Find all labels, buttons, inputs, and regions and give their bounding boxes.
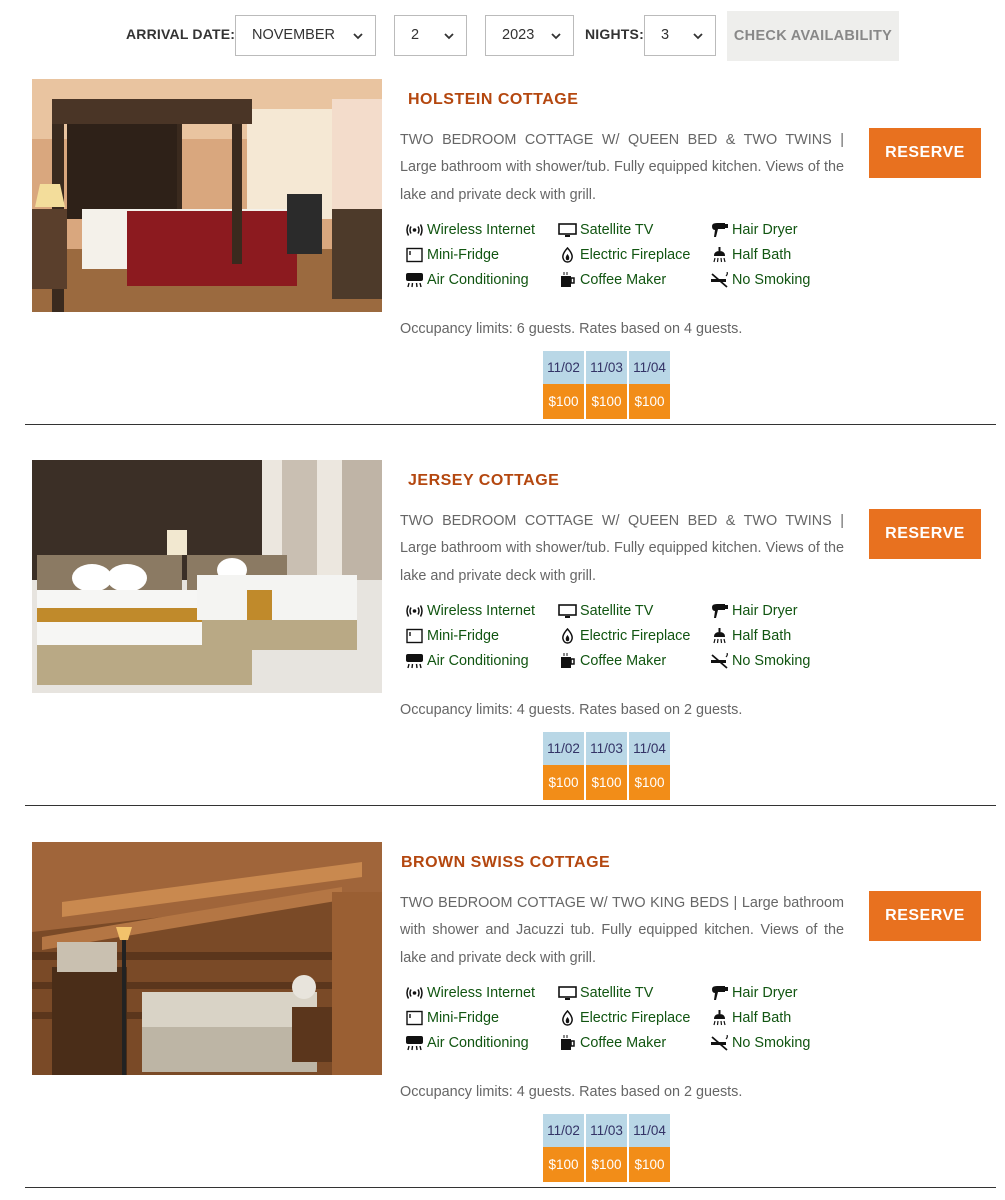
air-conditioner-icon [405, 1035, 424, 1051]
check-availability-button[interactable]: CHECK AVAILABILITY [727, 11, 899, 61]
amenity-label: Coffee Maker [580, 272, 667, 288]
amenity-label: Mini-Fridge [427, 247, 499, 263]
rate-price: $100 [629, 765, 670, 800]
month-select[interactable] [235, 15, 376, 56]
amenity-label: Wireless Internet [427, 222, 535, 238]
listing-jersey-cottage [0, 460, 1005, 842]
amenity-label: Mini-Fridge [427, 1010, 499, 1026]
amenity-electric-fireplace [558, 627, 690, 645]
rate-price: $100 [543, 765, 584, 800]
tv-icon [558, 985, 577, 1001]
amenity-label: Satellite TV [580, 603, 654, 619]
wifi-icon [405, 603, 424, 619]
rate-table [541, 1114, 672, 1182]
amenity-label: Hair Dryer [732, 985, 798, 1001]
amenity-coffee-maker [558, 1034, 666, 1052]
air-conditioner-icon [405, 272, 424, 288]
occupancy-text: Occupancy limits: 6 guests. Rates based on 4 guests. [400, 321, 743, 337]
amenity-label: Satellite TV [580, 985, 654, 1001]
rate-date: 11/02 [543, 351, 584, 384]
amenity-half-bath [710, 1009, 791, 1027]
amenity-label: Coffee Maker [580, 653, 667, 669]
availability-search-bar [0, 0, 1005, 70]
amenity-label: Wireless Internet [427, 603, 535, 619]
tv-icon [558, 603, 577, 619]
rate-date: 11/02 [543, 1114, 584, 1147]
amenity-satellite-tv [558, 221, 653, 239]
amenity-label: Mini-Fridge [427, 628, 499, 644]
amenity-label: Electric Fireplace [580, 628, 691, 644]
listing-title: HOLSTEIN COTTAGE [408, 91, 579, 108]
month-value: NOVEMBER [252, 27, 335, 43]
rate-price: $100 [586, 1147, 627, 1182]
rate-price: $100 [586, 384, 627, 419]
amenity-label: Air Conditioning [427, 272, 529, 288]
amenity-no-smoking [710, 271, 810, 289]
amenity-label: Air Conditioning [427, 653, 529, 669]
rate-date: 11/03 [586, 351, 627, 384]
year-value: 2023 [502, 27, 535, 43]
shower-icon [710, 628, 729, 644]
brown-swiss-cottage-photo[interactable] [32, 842, 382, 1075]
nights-label: NIGHTS: [585, 26, 644, 42]
listing-description: TWO BEDROOM COTTAGE W/ TWO KING BEDS | Large bathroom with shower and Jacuzzi tub. Fully equipped kitchen. Views of the lake and private deck with grill. [400, 895, 844, 966]
rate-date: 11/04 [629, 351, 670, 384]
shower-icon [710, 247, 729, 263]
amenity-no-smoking [710, 652, 810, 670]
amenity-label: Half Bath [732, 1010, 792, 1026]
occupancy-text: Occupancy limits: 4 guests. Rates based on 2 guests. [400, 1084, 743, 1100]
nights-value: 3 [661, 27, 670, 43]
rate-price: $100 [629, 1147, 670, 1182]
hair-dryer-icon [710, 985, 729, 1001]
listing-description: TWO BEDROOM COTTAGE W/ QUEEN BED & TWO TWINS | Large bathroom with shower/tub. Fully equipped kitchen. Views of the lake and private deck with grill. [400, 132, 844, 203]
jersey-cottage-photo[interactable] [32, 460, 382, 693]
reserve-button[interactable]: RESERVE [869, 128, 981, 178]
amenity-label: Half Bath [732, 628, 792, 644]
rate-date: 11/04 [629, 1114, 670, 1147]
amenity-satellite-tv [558, 984, 653, 1002]
wifi-icon [405, 985, 424, 1001]
amenity-label: Electric Fireplace [580, 247, 691, 263]
reserve-button[interactable]: RESERVE [869, 891, 981, 941]
day-select[interactable] [394, 15, 467, 56]
amenity-wireless-internet [405, 602, 535, 620]
wifi-icon [405, 222, 424, 238]
no-smoking-icon [710, 1035, 729, 1051]
rate-table [541, 732, 672, 800]
amenities-list [405, 221, 845, 301]
listing-divider [25, 424, 996, 425]
chevron-down-icon [444, 31, 454, 41]
air-conditioner-icon [405, 653, 424, 669]
rate-date: 11/04 [629, 732, 670, 765]
amenity-label: Hair Dryer [732, 603, 798, 619]
nights-select[interactable] [644, 15, 716, 56]
chevron-down-icon [693, 31, 703, 41]
coffee-maker-icon [558, 1035, 577, 1051]
amenity-coffee-maker [558, 271, 666, 289]
amenity-label: No Smoking [732, 1035, 811, 1051]
amenity-hair-dryer [710, 602, 798, 620]
listing-title: JERSEY COTTAGE [408, 472, 560, 489]
reserve-button[interactable]: RESERVE [869, 509, 981, 559]
amenity-electric-fireplace [558, 1009, 690, 1027]
listing-holstein-cottage [0, 79, 1005, 461]
rate-price: $100 [586, 765, 627, 800]
amenity-label: Satellite TV [580, 222, 654, 238]
amenity-mini-fridge [405, 627, 499, 645]
amenity-satellite-tv [558, 602, 653, 620]
hair-dryer-icon [710, 603, 729, 619]
amenity-wireless-internet [405, 984, 535, 1002]
listing-divider [25, 1187, 996, 1188]
rate-price: $100 [629, 384, 670, 419]
amenity-mini-fridge [405, 1009, 499, 1027]
amenity-label: No Smoking [732, 272, 811, 288]
amenity-half-bath [710, 627, 791, 645]
rate-table [541, 351, 672, 419]
amenity-coffee-maker [558, 652, 666, 670]
rate-price: $100 [543, 384, 584, 419]
amenity-wireless-internet [405, 221, 535, 239]
amenity-label: No Smoking [732, 653, 811, 669]
amenity-label: Coffee Maker [580, 1035, 667, 1051]
amenity-half-bath [710, 246, 791, 264]
fireplace-icon [558, 247, 577, 263]
fridge-icon [405, 628, 424, 644]
amenity-air-conditioning [405, 271, 529, 289]
fireplace-icon [558, 1010, 577, 1026]
amenity-label: Air Conditioning [427, 1035, 529, 1051]
amenity-air-conditioning [405, 652, 529, 670]
listing-brown-swiss-cottage [0, 842, 1005, 1200]
listing-title: BROWN SWISS COTTAGE [401, 854, 611, 871]
coffee-maker-icon [558, 272, 577, 288]
listing-description: TWO BEDROOM COTTAGE W/ QUEEN BED & TWO TWINS | Large bathroom with shower/tub. Fully equipped kitchen. Views of the lake and private deck with grill. [400, 513, 844, 584]
amenities-list [405, 602, 845, 682]
amenity-label: Hair Dryer [732, 222, 798, 238]
fridge-icon [405, 1010, 424, 1026]
no-smoking-icon [710, 272, 729, 288]
amenity-electric-fireplace [558, 246, 690, 264]
amenity-air-conditioning [405, 1034, 529, 1052]
listing-divider [25, 805, 996, 806]
chevron-down-icon [551, 31, 561, 41]
fridge-icon [405, 247, 424, 263]
amenity-hair-dryer [710, 984, 798, 1002]
fireplace-icon [558, 628, 577, 644]
amenities-list [405, 984, 845, 1064]
rate-date: 11/03 [586, 732, 627, 765]
tv-icon [558, 222, 577, 238]
occupancy-text: Occupancy limits: 4 guests. Rates based on 2 guests. [400, 702, 743, 718]
rate-date: 11/03 [586, 1114, 627, 1147]
amenity-hair-dryer [710, 221, 798, 239]
rate-date: 11/02 [543, 732, 584, 765]
day-value: 2 [411, 27, 420, 43]
holstein-cottage-photo[interactable] [32, 79, 382, 312]
year-select[interactable] [485, 15, 574, 56]
coffee-maker-icon [558, 653, 577, 669]
amenity-label: Wireless Internet [427, 985, 535, 1001]
rate-price: $100 [543, 1147, 584, 1182]
amenity-label: Half Bath [732, 247, 792, 263]
chevron-down-icon [353, 31, 363, 41]
amenity-label: Electric Fireplace [580, 1010, 691, 1026]
amenity-no-smoking [710, 1034, 810, 1052]
arrival-date-label: ARRIVAL DATE: [126, 26, 236, 42]
shower-icon [710, 1010, 729, 1026]
no-smoking-icon [710, 653, 729, 669]
amenity-mini-fridge [405, 246, 499, 264]
hair-dryer-icon [710, 222, 729, 238]
